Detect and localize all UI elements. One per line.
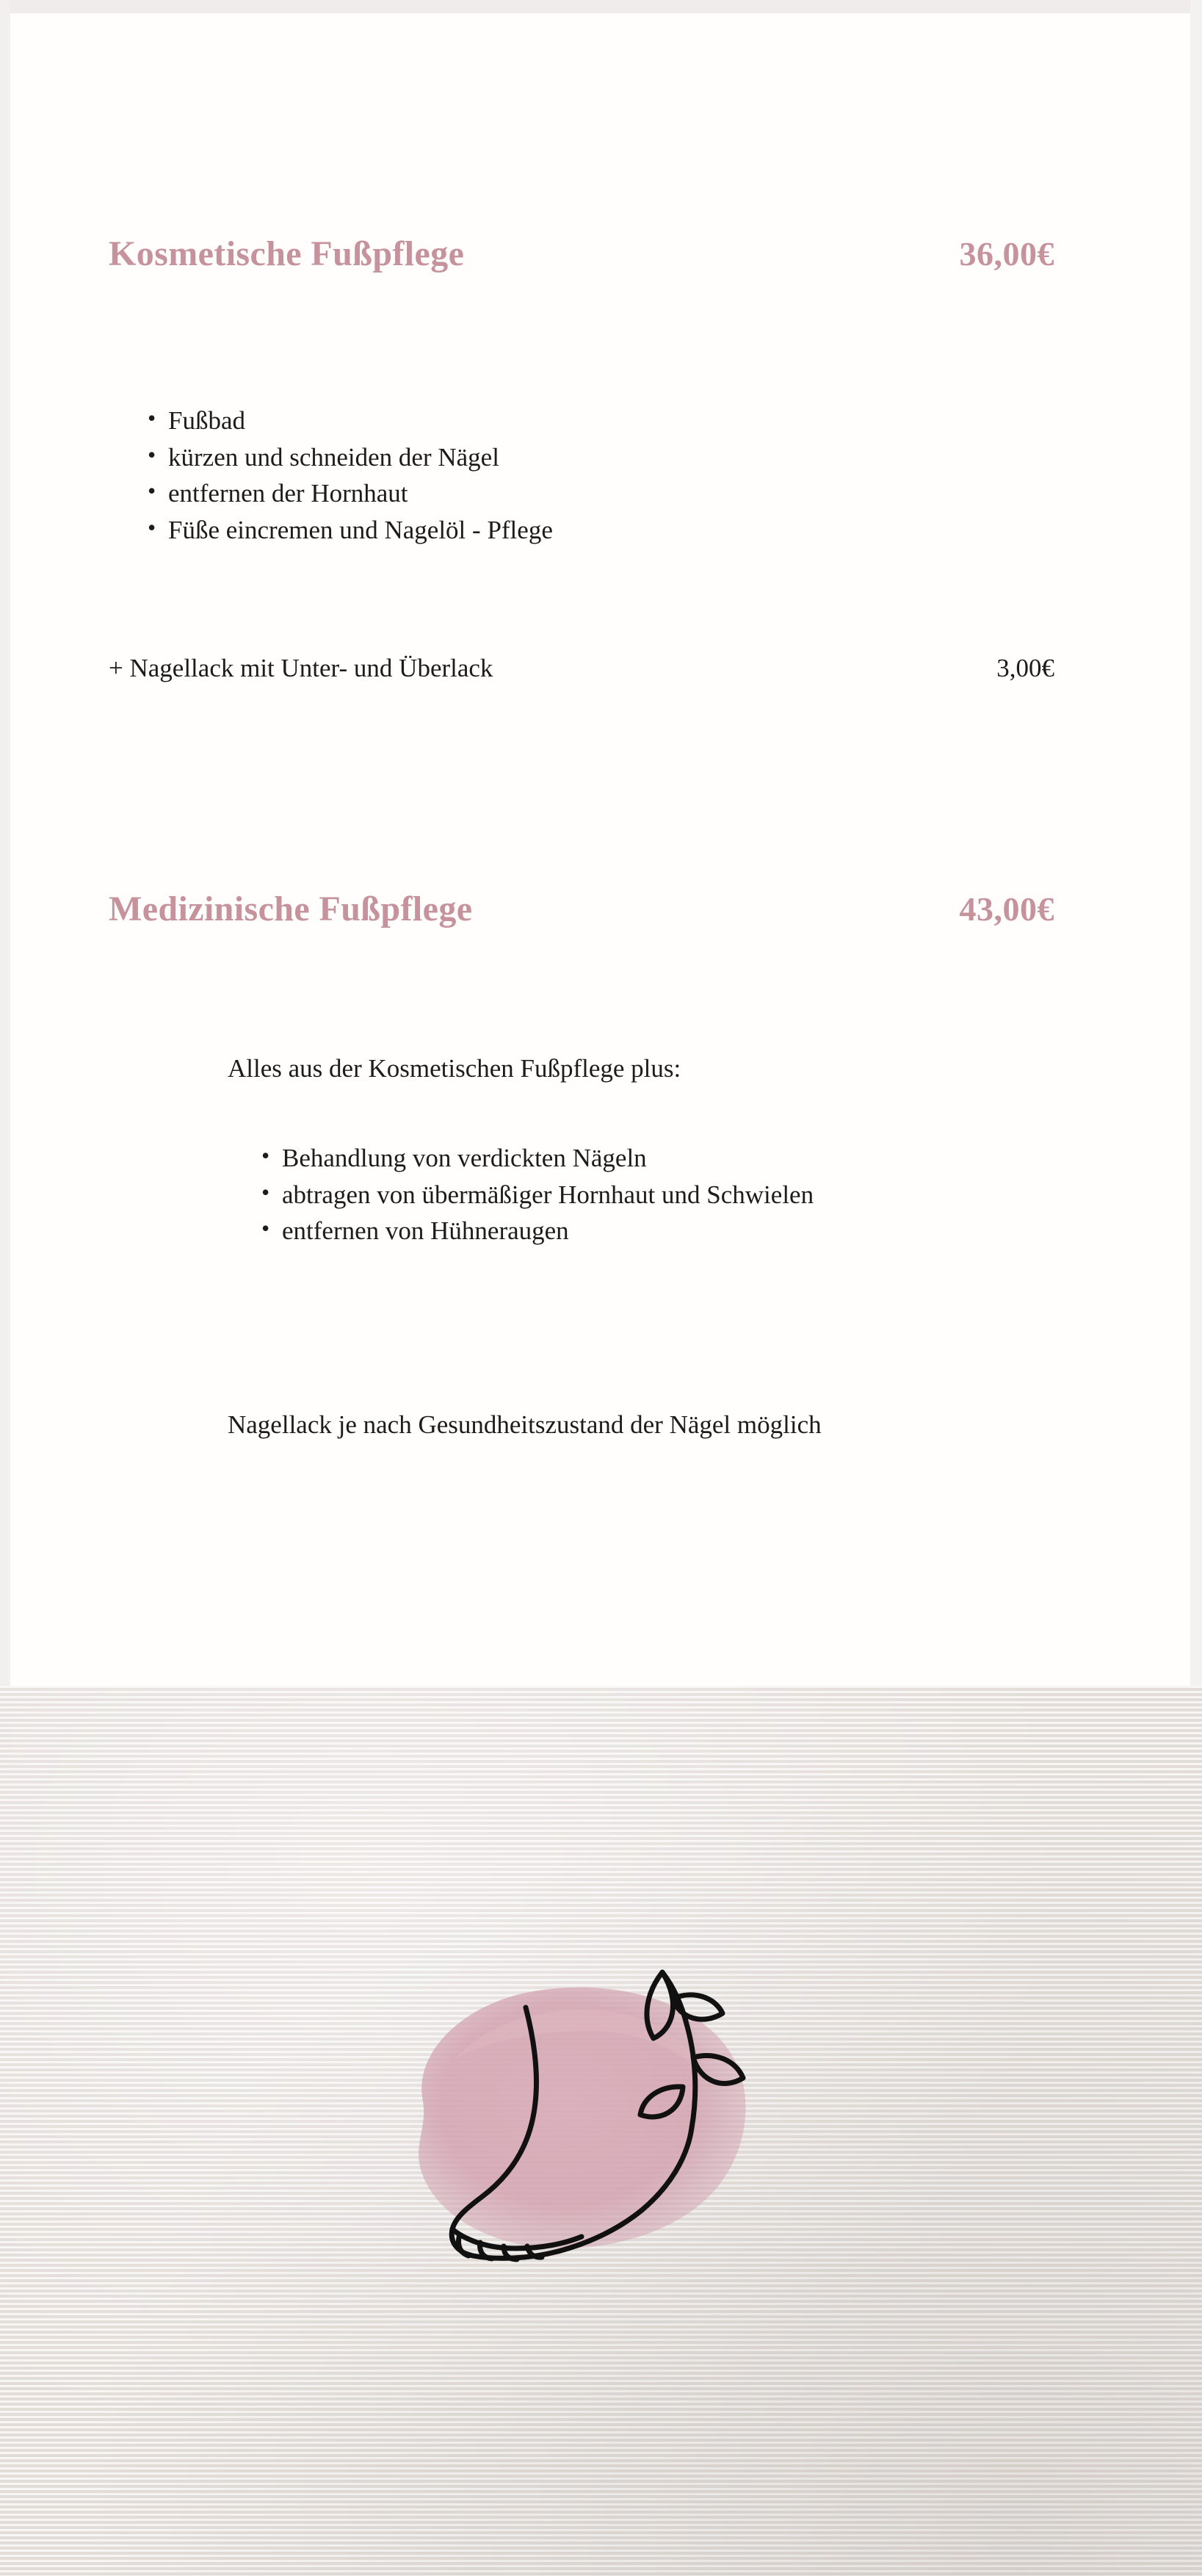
service-header — [109, 889, 1093, 929]
foot-with-leaves-logo — [316, 1913, 844, 2354]
list-item: • kürzen und schneiden der Nägel — [143, 439, 1024, 476]
list-item: • abtragen von übermäßiger Hornhaut und Schwielen — [257, 1177, 1050, 1213]
list-item: • Behandlung von verdickten Nägeln — [257, 1140, 1050, 1177]
logo-photo-panel — [0, 1686, 1202, 2576]
service-intro-text: Alles aus der Kosmetischen Fußpflege plus: — [228, 1054, 681, 1083]
service-item-list — [143, 403, 1024, 549]
service-item-list — [257, 1140, 1050, 1249]
foot-line-icon — [316, 1913, 844, 2354]
service-title: Kosmetische Fußpflege — [109, 234, 465, 273]
service-header — [109, 234, 1093, 274]
service-block-medizinische — [109, 889, 1093, 929]
service-addon-row — [109, 654, 1093, 683]
service-title: Medizinische Fußpflege — [109, 890, 473, 928]
list-item: • Fußbad — [143, 403, 1024, 439]
list-item: • entfernen von Hühneraugen — [257, 1213, 1050, 1249]
service-note-text: Nagellack je nach Gesundheitszustand der Nägel möglich — [228, 1410, 822, 1439]
service-price: 36,00€ — [959, 235, 1054, 273]
service-price: 43,00€ — [959, 890, 1054, 928]
addon-price: 3,00€ — [996, 654, 1054, 682]
addon-label: + Nagellack mit Unter- und Überlack — [109, 654, 493, 682]
list-item: • Füße eincremen und Nagelöl - Pflege — [143, 512, 1024, 549]
list-item: • entfernen der Hornhaut — [143, 475, 1024, 512]
service-block-kosmetische — [109, 234, 1093, 274]
